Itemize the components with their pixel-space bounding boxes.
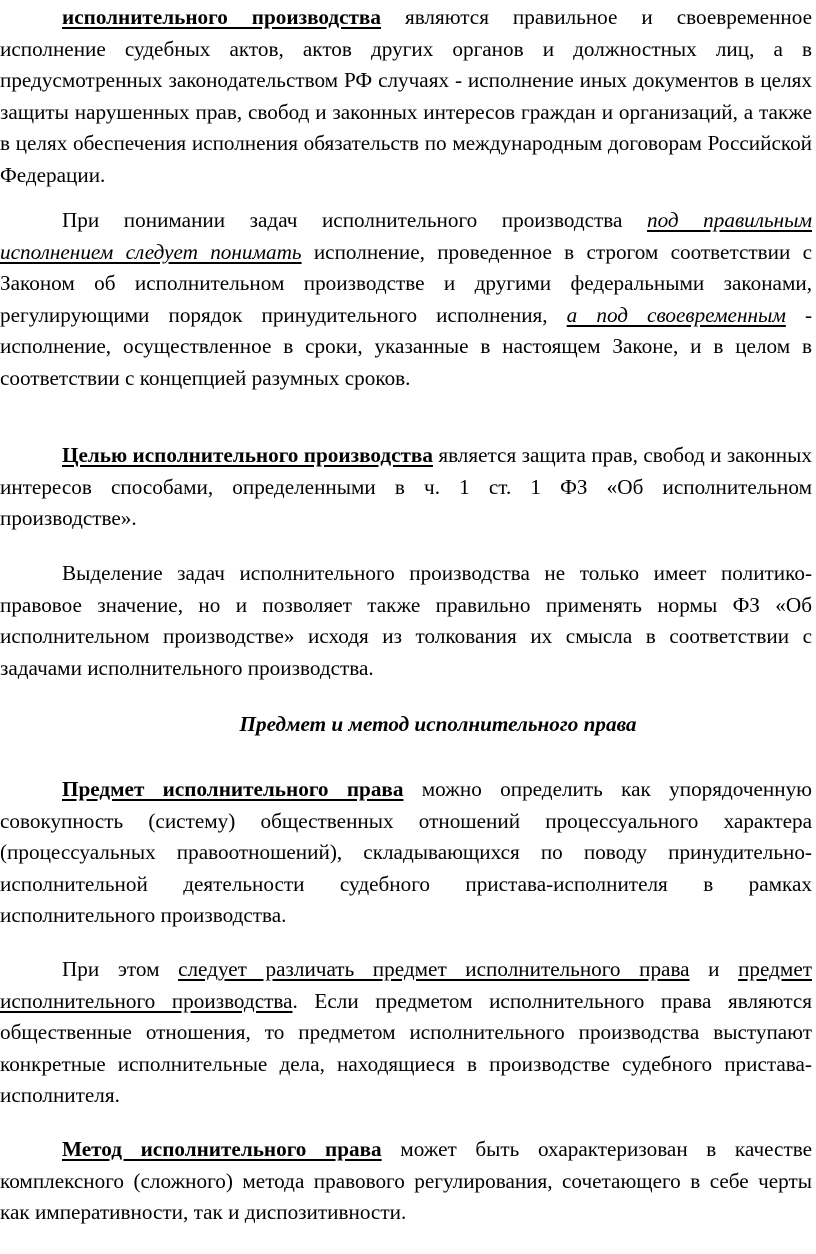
underline-subject-of-law: следует различать предмет исполнительного права [178, 957, 690, 981]
paragraph-text: - исполнение, осуществленное в сроки, указанные в настоящем Законе, и в целом в соответствии с концепцией разумных сроков. [0, 302, 812, 390]
paragraph-goal [0, 440, 812, 535]
paragraph-distinction [0, 954, 812, 1112]
emphasis-timely-execution: а под своевременным [566, 302, 786, 327]
term-subject: Предмет исполнительного права [62, 777, 404, 801]
paragraph-understanding [0, 205, 812, 395]
paragraph-text: может быть охарактеризован в качестве комплексного (сложного) метода правового регулирования, сочетающего в себе черты как императивности, так и диспозитивности. [0, 1137, 812, 1225]
paragraph-method [0, 1134, 812, 1229]
term-enforcement-proceedings: исполнительного производства [62, 5, 381, 29]
underline-subject-of-proceedings: предмет исполнительного производства [0, 957, 812, 1013]
paragraph-text: При этом [62, 957, 179, 981]
section-heading: Предмет и метод исполнительного права [239, 712, 637, 736]
paragraph-significance [0, 558, 812, 684]
paragraph-text: является защита прав, свобод и законных интересов способами, определенными в ч. 1 ст. 1 ФЗ «Об исполнительном производстве». [0, 443, 812, 531]
paragraph-text: . Если предметом исполнительного права являются общественные отношения, то предметом исполнительного производства выступают конкретные исполнительные дела, находящиеся в производстве судебного пристава-исполнителя. [0, 988, 813, 1108]
paragraph-subject [0, 774, 812, 932]
term-method: Метод исполнительного права [62, 1137, 382, 1161]
paragraph-text: Выделение задач исполнительного производства не только имеет политико-правовое значение, но и позволяет также правильно применять нормы ФЗ «Об исполнительном производстве» исходя из толкования их смысла в соответствии с задачами исполнительного производства. [0, 561, 812, 680]
paragraph-text: и [689, 957, 739, 981]
paragraph-tasks [0, 2, 812, 192]
paragraph-text: При понимании задач исполнительного производства [62, 208, 647, 232]
paragraph-text: являются правильное и своевременное исполнение судебных актов, актов других органов и должностных лиц, а в предусмотренных законодательством РФ случаях - исполнение иных документов в целях защиты нарушенных прав, свобод и законных интересов граждан и организаций, а также в целях обеспечения исполнения обязательств по международным договорам Российской Федерации. [0, 5, 813, 187]
paragraph-text: исполнение, проведенное в строгом соответствии с Законом об исполнительном производстве и другими федеральными законами, регулирующими порядок принудительного исполнения, [0, 239, 813, 327]
term-goal: Целью исполнительного производства [62, 443, 433, 467]
emphasis-proper-execution: под правильным исполнением следует понимать [0, 208, 813, 264]
paragraph-text: можно определить как упорядоченную совокупность (систему) общественных отношений процессуального характера (процессуальных правоотношений), складывающихся по поводу принудительно-исполнительной деятельности судебного пристава-исполнителя в рамках исполнительного производства. [0, 777, 812, 928]
